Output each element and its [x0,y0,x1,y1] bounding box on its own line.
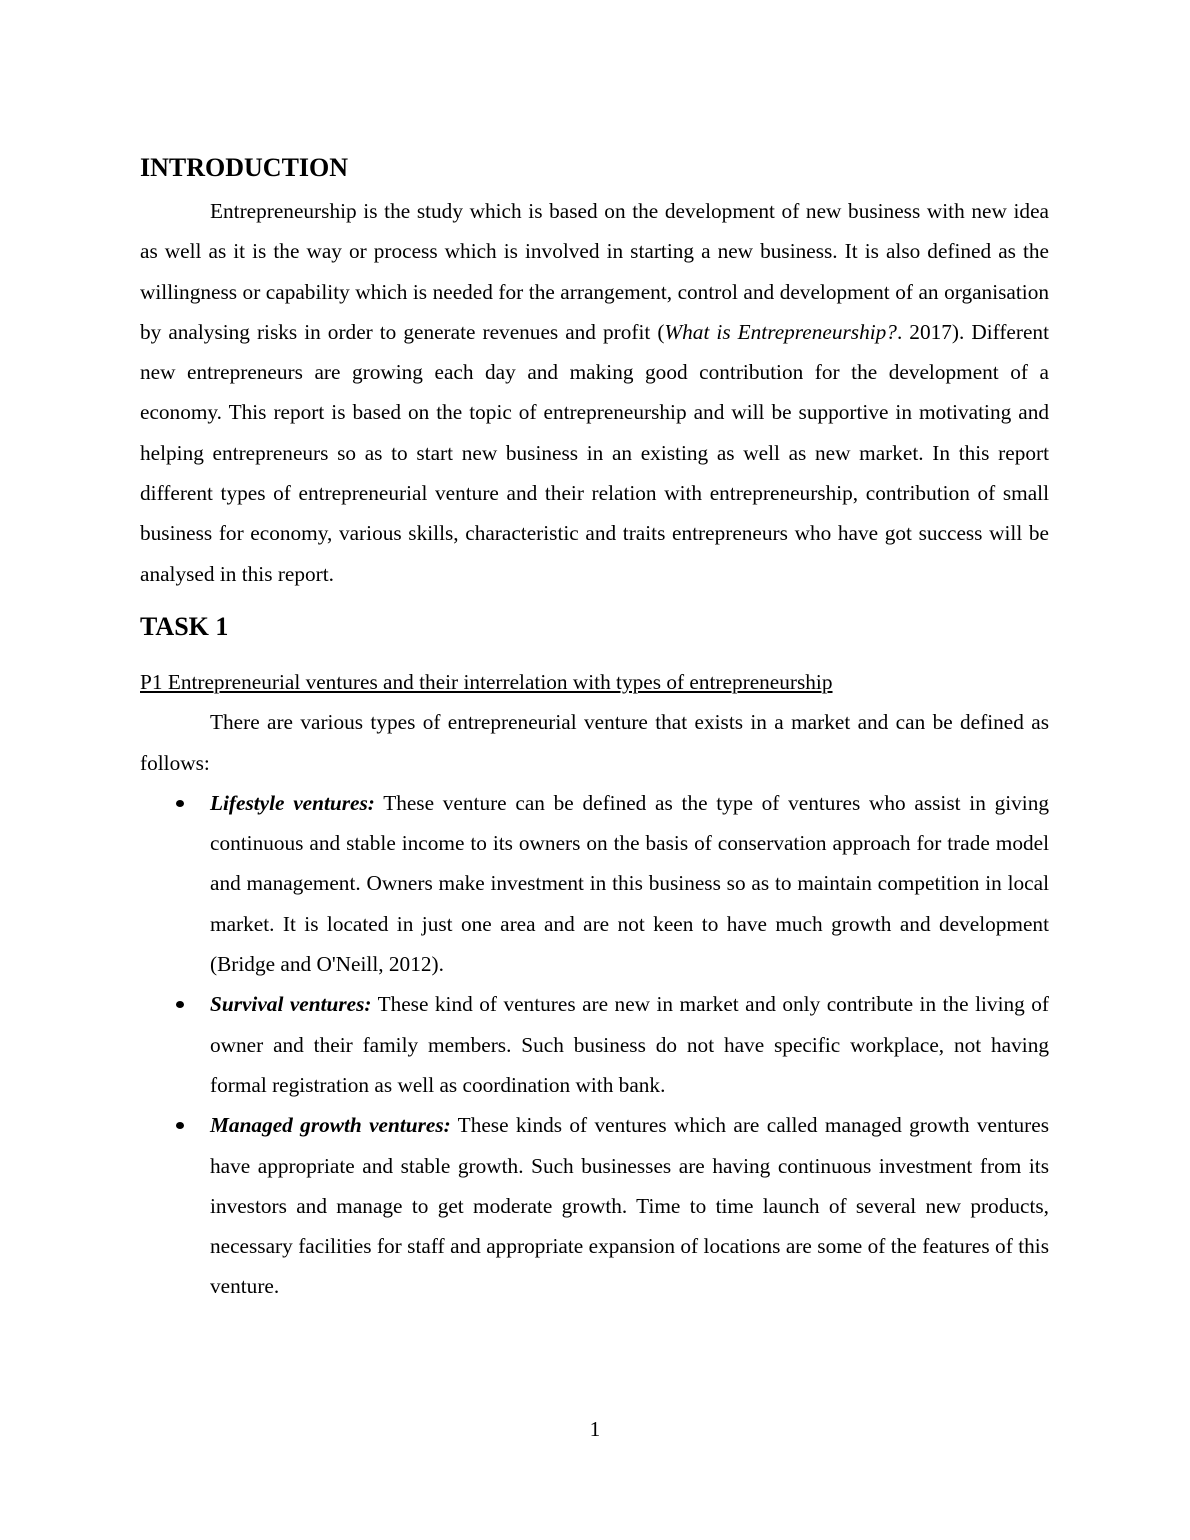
document-page [140,148,1049,1307]
introduction-text-part2: . 2017). Different new entrepreneurs are growing each day and making good contribution for the development of a economy. This report is based on the topic of entrepreneurship and will be supportive in motivating and helping entrepreneurs so as to start new business in an existing as well as new market. In this report different types of entrepreneurial venture and their relation with entrepreneurship, contribution of small business for economy, various skills, characteristic and traits entrepreneurs who have got success will be analysed in this report. [140,319,1049,586]
venture-list [140,783,1049,1307]
bullet-icon [176,1001,184,1008]
list-item [140,984,1049,1105]
task1-heading: TASK 1 [140,611,229,641]
introduction-heading: INTRODUCTION [140,153,349,182]
list-item-term: Managed growth ventures: [210,1113,451,1138]
list-item-text: These kinds of ventures which are called managed growth ventures have appropriate and stable growth. Such businesses are having continuous investment from its investors and manage to get moderate growth. Time to time launch of several new products, necessary facilities for staff and appropriate expansion of locations are some of the features of this venture. [210,1113,1049,1299]
introduction-paragraph [140,191,1049,594]
list-item-text: These venture can be defined as the type of ventures who assist in giving continuous and stable income to its owners on the basis of conservation approach for trade model and management. Owners make investment in this business so as to maintain competition in local market. It is located in just one area and are not keen to have much growth and development (Bridge and O'Neill, 2012). [210,790,1049,977]
list-item-text: These kind of ventures are new in market and only contribute in the living of owner and their family members. Such business do not have specific workplace, not having formal registration as well as coordination with bank. [210,992,1049,1097]
bullet-icon [176,1122,184,1129]
list-item-term: Lifestyle ventures: [210,790,375,815]
list-item [140,783,1049,984]
bullet-icon [176,800,184,807]
introduction-citation: What is Entrepreneurship? [664,319,897,344]
list-item-term: Survival ventures: [210,992,372,1017]
list-item [140,1105,1049,1306]
page-number: 1 [589,1417,601,1441]
task1-subheading: P1 Entrepreneurial ventures and their interrelation with types of entrepreneurship [140,669,833,694]
task1-intro-paragraph: There are various types of entrepreneurial venture that exists in a market and can be defined as follows: [140,710,1049,775]
introduction-text-part1: Entrepreneurship is the study which is based on the development of new business with new idea as well as it is the way or process which is involved in starting a new business. It is also defined as the willingness or capability which is needed for the arrangement, control and development of an organisation by analysing risks in order to generate revenues and profit ( [140,199,1049,344]
